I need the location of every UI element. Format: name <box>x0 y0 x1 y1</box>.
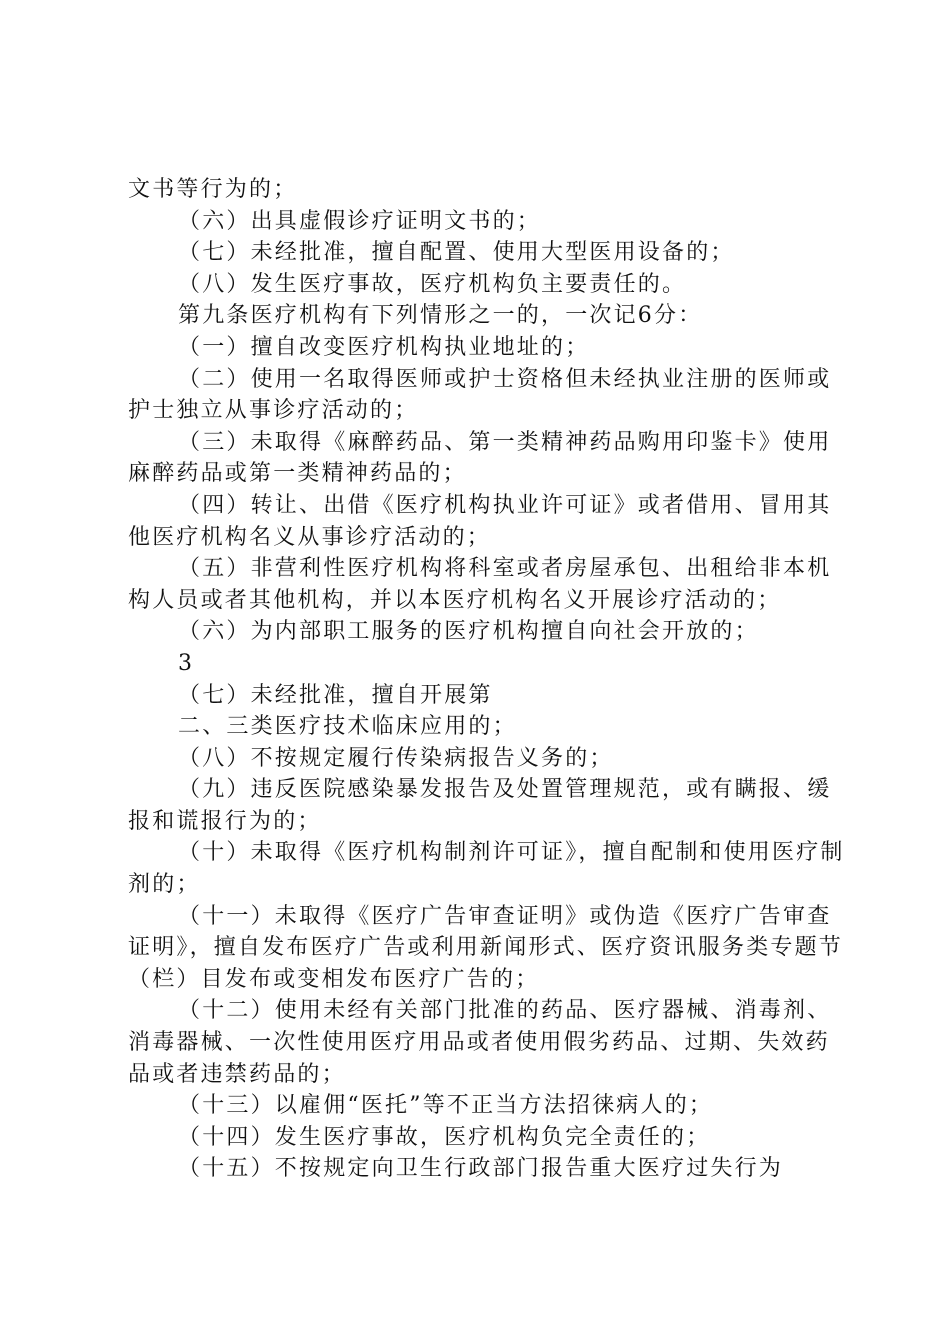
paragraph-12: （七）未经批准，擅自开展第 <box>178 682 493 708</box>
article-9-heading: 第九条医疗机构有下列情形之一的，一次记6分： <box>178 303 703 329</box>
paragraph-19: （十三）以雇佣“医托”等不正当方法招徕病人的； <box>178 1093 714 1119</box>
paragraph-6: （二）使用一名取得医师或护士资格但未经执业注册的医师或护士独立从事诊疗活动的； <box>128 366 832 424</box>
paragraph-3: （八）发生医疗事故，医疗机构负主要责任的。 <box>178 271 687 297</box>
paragraph-1: （六）出具虚假诊疗证明文书的； <box>178 208 542 234</box>
paragraph-21: （十五）不按规定向卫生行政部门报告重大医疗过失行为 <box>178 1156 784 1182</box>
paragraph-5: （一）擅自改变医疗机构执业地址的； <box>178 334 590 360</box>
paragraph-2: （七）未经批准，擅自配置、使用大型医用设备的； <box>178 240 735 266</box>
paragraph-20: （十四）发生医疗事故，医疗机构负完全责任的； <box>178 1124 711 1150</box>
paragraph-0: 文书等行为的； <box>128 177 298 202</box>
paragraph-9: （五）非营利性医疗机构将科室或者房屋承包、出租给非本机构人员或者其他机构，并以本医疗机构名义开展诊疗活动的； <box>128 556 832 613</box>
page-number-text: 3 <box>178 650 195 676</box>
paragraph-10: （六）为内部职工服务的医疗机构擅自向社会开放的； <box>178 619 759 645</box>
paragraph-8: （四）转让、出借《医疗机构执业许可证》或者借用、冒用其他医疗机构名义从事诊疗活动的； <box>128 492 832 550</box>
document-body <box>128 174 853 1185</box>
paragraph-17: （十一）未取得《医疗广告审查证明》或伪造《医疗广告审查证明》，擅自发布医疗广告或利用新闻形式、医疗资讯服务类专题节（栏）目发布或变相发布医疗广告的； <box>128 903 844 992</box>
paragraph-13: 二、三类医疗技术临床应用的； <box>178 714 517 740</box>
paragraph-18: （十二）使用未经有关部门批准的药品、医疗器械、消毒剂、消毒器械、一次性使用医疗用品或者使用假劣药品、过期、失效药品或者违禁药品的； <box>128 998 832 1087</box>
paragraph-14: （八）不按规定履行传染病报告义务的； <box>178 745 614 771</box>
paragraph-7: （三）未取得《麻醉药品、第一类精神药品购用印鉴卡》使用麻醉药品或第一类精神药品的； <box>128 429 832 487</box>
paragraph-15: （九）违反医院感染暴发报告及处置管理规范，或有瞒报、缓报和谎报行为的； <box>128 777 832 834</box>
paragraph-16: （十）未取得《医疗机构制剂许可证》，擅自配制和使用医疗制剂的； <box>128 840 845 898</box>
